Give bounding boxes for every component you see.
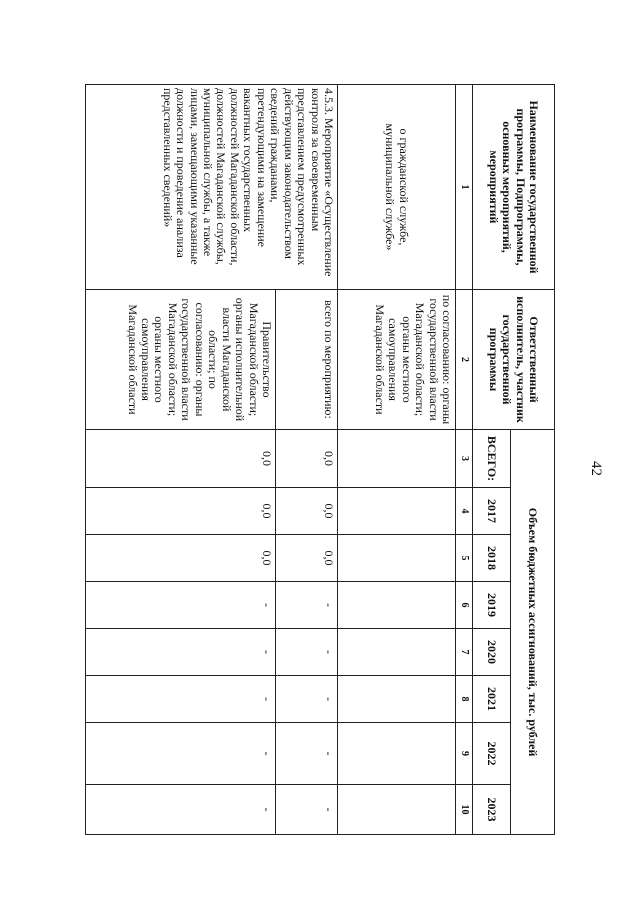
header-year-2019: 2019 (473, 582, 511, 629)
header-year-2021: 2021 (473, 676, 511, 723)
row2-total-value: - (276, 723, 338, 785)
row1-cell (338, 676, 456, 723)
header-budget-volume: Объем бюджетных ассигнований, тыс. рублей (511, 430, 555, 835)
row3-value: 0,0 (86, 488, 276, 535)
row3-value: - (86, 676, 276, 723)
row2-total-value: - (276, 785, 338, 835)
row1-cell (338, 488, 456, 535)
row2-total-value: 0,0 (276, 430, 338, 488)
row3-value: - (86, 582, 276, 629)
col-number-7: 7 (456, 629, 473, 676)
header-program-name: Наименование государственной программы, Подпрограммы, основных мероприятий, мероприятий (473, 85, 555, 290)
budget-table-wrapper (85, 84, 555, 834)
row1-cell (338, 582, 456, 629)
row3-value: - (86, 723, 276, 785)
row1-cell (338, 785, 456, 835)
col-number-9: 9 (456, 723, 473, 785)
row2-total-value: 0,0 (276, 535, 338, 582)
col-number-3: 3 (456, 430, 473, 488)
row2-responsible-total: всего по мероприятию: (276, 290, 338, 430)
header-year-2023: 2023 (473, 785, 511, 835)
row1-cell (338, 629, 456, 676)
row3-value: - (86, 785, 276, 835)
row2-name: 4.5.3. Мероприятие «Осуществление контроля за своевременным представлением предусмотренных действующим законодательством сведений гражданами, претендующими на замещение вакантных государственных должностей Магаданской области, должностей Магаданской службы, муниципальной службы, а также лицами, замещающими указанные должности и проведение анализа представленных сведений» (86, 85, 338, 290)
col-number-5: 5 (456, 535, 473, 582)
table-row (276, 85, 338, 835)
row2-total-value: 0,0 (276, 488, 338, 535)
header-year-2020: 2020 (473, 629, 511, 676)
row1-cell (338, 535, 456, 582)
col-number-6: 6 (456, 582, 473, 629)
row3-value: 0,0 (86, 430, 276, 488)
col-number-2: 2 (456, 290, 473, 430)
budget-table (85, 84, 555, 835)
row1-cell (338, 723, 456, 785)
row1-cell (338, 430, 456, 488)
col-number-10: 10 (456, 785, 473, 835)
col-number-8: 8 (456, 676, 473, 723)
header-year-2022: 2022 (473, 723, 511, 785)
row1-responsible: по согласованию: органы государственной власти Магаданской области; органы местного самоуправления Магаданской области (338, 290, 456, 430)
row3-responsible: Правительство Магаданской области; органы исполнительной власти Магаданской области; по согласованию: органы государственной власти Магаданской области; органы местного самоуправления Магаданской области (86, 290, 276, 430)
col-number-1: 1 (456, 85, 473, 290)
page-number: 42 (588, 461, 604, 476)
rotated-table-container (85, 84, 555, 834)
row2-total-value: - (276, 582, 338, 629)
row1-name: о гражданской службе, муниципальной службе» (338, 85, 456, 290)
row3-value: - (86, 629, 276, 676)
header-year-2017: 2017 (473, 488, 511, 535)
row2-total-value: - (276, 629, 338, 676)
row3-value: 0,0 (86, 535, 276, 582)
header-responsible: Ответственный исполнитель, участник государственной программы (473, 290, 555, 430)
header-year-2018: 2018 (473, 535, 511, 582)
table-row (338, 85, 456, 835)
row2-total-value: - (276, 676, 338, 723)
col-number-4: 4 (456, 488, 473, 535)
header-year-total: ВСЕГО: (473, 430, 511, 488)
